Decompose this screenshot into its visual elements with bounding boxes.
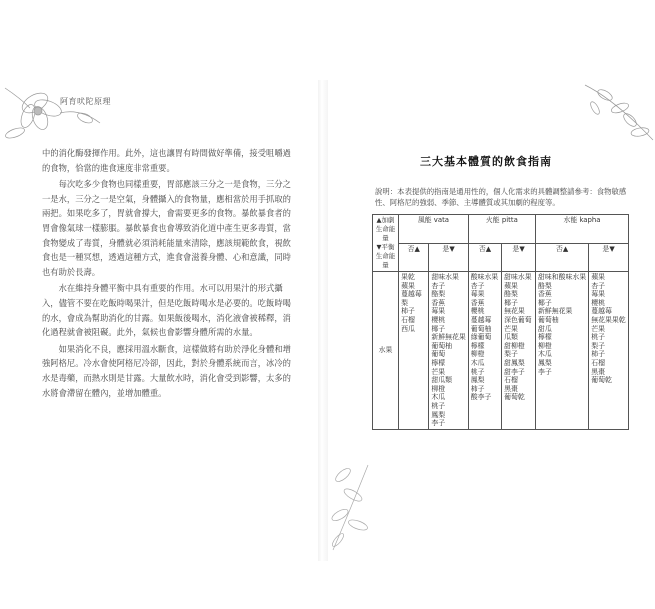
food-item: 梨子 <box>591 341 605 350</box>
food-item: 檸檬 <box>537 333 552 342</box>
book-gutter <box>318 80 328 561</box>
kapha-yes-cell <box>589 272 629 430</box>
vata-yes-header: 是▼ <box>429 243 468 272</box>
food-item: 芒果 <box>591 324 605 333</box>
vata-header: 風能 vata <box>399 215 469 244</box>
kapha-yes-header: 是▼ <box>589 243 629 272</box>
diet-guide-table <box>372 214 629 430</box>
food-item: 甜柳橙 <box>504 341 525 350</box>
food-item: 梨 <box>401 298 408 307</box>
pitta-header: 火能 pitta <box>468 215 535 244</box>
running-head: 阿育吠陀原理 <box>60 97 111 106</box>
food-item: 柿子 <box>591 350 605 359</box>
food-item: 新鮮無花果 <box>431 333 466 342</box>
food-item: 香蕉 <box>470 298 485 307</box>
food-item: 葡萄 <box>431 350 446 359</box>
food-item: 甜瓜類 <box>431 376 452 385</box>
food-item: 蘋果 <box>401 281 415 290</box>
food-item: 蔓越莓 <box>591 307 612 316</box>
paragraph: 每次吃多少食物也同樣重要，胃部應該三分之一是食物，三分之一是水，三分之一是空氣，身體攝入的食物量，應相當於用手抓取的兩把。如果吃多了，胃就會撐大，會需要更多的食物。暴飲暴食者的胃會像氣球一樣膨脹。暴飲暴食也會導致消化道中產生更多毒質，當食物變成了毒質，身體就必須消耗能量來清除，應該規範飲食，視飲食也是一種冥想，透過這種方式，進食會滋養身體、心和意識，同時也有助於長壽。 <box>42 179 291 277</box>
food-item: 李子 <box>537 367 552 376</box>
food-item: 葡萄柚 <box>537 315 559 324</box>
food-item: 蔓越莓 <box>470 315 492 324</box>
food-item: 李子 <box>431 419 446 428</box>
food-item: 蘋果 <box>591 273 605 281</box>
food-item: 香蕉 <box>537 290 552 299</box>
food-item: 甜味和酸味水果 <box>537 273 587 281</box>
food-item: 無花果 <box>504 307 525 316</box>
food-item: 葡萄柚 <box>431 341 452 350</box>
food-item: 木瓜 <box>431 393 446 402</box>
food-item: 桃子 <box>431 401 446 410</box>
food-item: 莓果 <box>591 290 605 299</box>
food-item: 鳳梨 <box>537 358 552 367</box>
food-item: 木瓜 <box>470 358 485 367</box>
flower-illustration-top-left <box>0 78 110 148</box>
food-item: 無花果果乾 <box>591 315 626 324</box>
paragraph: 水在維持身體平衡中具有重要的作用。水可以用果汁的形式攝入，儘管不要在吃飯時喝果汁，但是吃飯時喝水是必要的。吃飯時喝的水，會成為幫助消化的甘露。如果飯後喝水，消化液會被稀釋，消化過程就會被阻礙。此外，氣候也會影響身體所需的水量。 <box>42 283 291 338</box>
food-item: 黑棗 <box>591 367 605 376</box>
table-note: 說明：本表提供的指南是通用性的，個人化需求的具體調整請參考：食物敏感性、阿格尼的強弱、季節、主導體質或其加劇的程度等。 <box>375 187 627 207</box>
food-item: 櫻桃 <box>470 307 485 316</box>
table-corner-header <box>373 215 399 272</box>
food-item: 甜李子 <box>504 367 525 376</box>
food-item: 蔓越莓 <box>401 290 422 299</box>
food-item: 櫻桃 <box>591 298 605 307</box>
food-item: 黑棗 <box>504 384 518 393</box>
food-item: 蘋果 <box>504 281 518 290</box>
food-item: 葡萄乾 <box>591 376 612 385</box>
row-label-fruit: 水果 <box>373 272 399 430</box>
food-item: 香蕉 <box>431 298 446 307</box>
pitta-yes-cell <box>502 272 536 430</box>
food-item: 莓果 <box>470 290 485 299</box>
kapha-header: 水能 kapha <box>535 215 628 244</box>
food-item: 杏子 <box>591 281 605 290</box>
food-item: 椰子 <box>537 298 552 307</box>
pitta-no-header: 否▲ <box>468 243 501 272</box>
food-item: 桃子 <box>591 333 605 342</box>
food-item: 檸檬 <box>470 341 485 350</box>
food-item: 新鮮無花果 <box>537 307 573 316</box>
food-item: 甜味水果 <box>504 273 532 281</box>
food-item: 葡萄乾 <box>504 393 525 402</box>
food-item: 西瓜 <box>401 324 415 333</box>
food-item: 瓜類 <box>504 333 518 342</box>
food-item: 酸李子 <box>470 393 492 402</box>
food-item: 杏子 <box>431 281 446 290</box>
kapha-no-cell <box>535 272 588 430</box>
food-item: 石榴 <box>504 376 518 385</box>
food-item: 椰子 <box>431 324 446 333</box>
food-item: 深色葡萄 <box>504 315 532 324</box>
vata-no-header: 否▲ <box>399 243 429 272</box>
food-item: 梨子 <box>504 350 518 359</box>
food-item: 桃子 <box>470 367 485 376</box>
aggravate-label: ▲加劇生命能量 <box>375 216 396 242</box>
food-item: 酪梨 <box>431 290 446 299</box>
food-item: 柳橙 <box>431 384 446 393</box>
food-item: 葡萄柚 <box>470 324 492 333</box>
food-item: 椰子 <box>504 298 518 307</box>
food-item: 柳橙 <box>470 350 485 359</box>
flower-illustration-top-right <box>575 80 655 155</box>
pitta-no-cell <box>468 272 501 430</box>
food-item: 櫻桃 <box>431 315 446 324</box>
food-item: 柿子 <box>401 307 415 316</box>
page-title: 三大基本體質的飲食指南 <box>420 155 552 168</box>
food-item: 甜味水果 <box>431 273 459 281</box>
food-item: 石榴 <box>591 358 605 367</box>
food-item: 莓果 <box>431 307 446 316</box>
food-item: 酸味水果 <box>470 273 499 281</box>
food-item: 柳橙 <box>537 341 552 350</box>
vata-no-cell <box>399 272 429 430</box>
kapha-no-header: 否▲ <box>535 243 588 272</box>
paragraph: 中的消化酶發揮作用。此外，這也讓胃有時間做好準備，接受咀嚼過的食物，恰當的進食速度非常重要。 <box>42 148 291 173</box>
food-item: 木瓜 <box>537 350 552 359</box>
food-item: 甜瓜 <box>537 324 552 333</box>
flower-illustration-bottom-left <box>328 455 408 555</box>
paragraph: 如果消化不良，應採用溫水斷食，這樣做將有助於淨化身體和增強阿格尼。冷水會使阿格尼冷卻，因此，對於身體系統而言，冰冷的水是毒藥，而熱水則是甘露。大量飲水時，消化會受到影響，太多的水將會滯留在體內，並增加體重。 <box>42 343 291 398</box>
food-item: 芒果 <box>431 367 446 376</box>
table-row <box>373 272 629 430</box>
food-item: 綠葡萄 <box>470 333 492 342</box>
food-item: 鳳梨 <box>470 376 485 385</box>
food-item: 酪梨 <box>504 290 518 299</box>
food-item: 果乾 <box>401 273 415 281</box>
food-item: 芒果 <box>504 324 518 333</box>
food-item: 甜鳳梨 <box>504 358 525 367</box>
vata-yes-cell <box>429 272 468 430</box>
food-item: 酪梨 <box>537 281 552 290</box>
pitta-yes-header: 是▼ <box>502 243 536 272</box>
food-item: 鳳梨 <box>431 410 446 419</box>
food-item: 石榴 <box>401 315 415 324</box>
food-item: 杏子 <box>470 281 485 290</box>
food-item: 檸檬 <box>431 358 446 367</box>
body-text <box>42 146 297 402</box>
balance-label: ▼平衡生命能量 <box>375 243 396 269</box>
food-item: 柿子 <box>470 384 485 393</box>
